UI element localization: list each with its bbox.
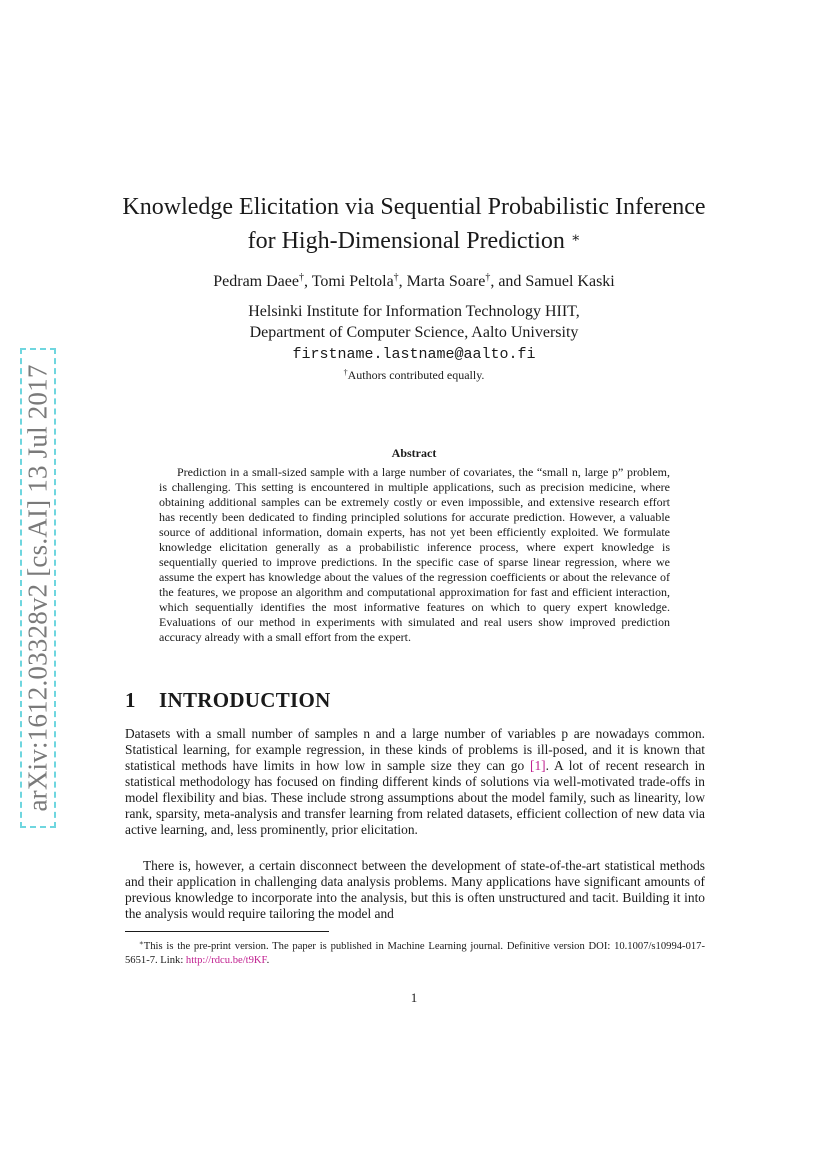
author-email: firstname.lastname@aalto.fi	[292, 346, 536, 363]
arxiv-identifier: arXiv:1612.03328v2 [cs.AI] 13 Jul 2017	[22, 364, 53, 812]
author-list	[100, 268, 728, 292]
affiliation-line-1: Helsinki Institute for Information Technology HIIT,	[248, 303, 580, 320]
equal-contribution-mark: †	[343, 368, 348, 377]
author-mark: †	[485, 272, 491, 283]
title-line-2: for High-Dimensional Prediction	[247, 228, 565, 254]
abstract-heading: Abstract	[391, 446, 437, 460]
footnote-link[interactable]: http://rdcu.be/t9KF	[185, 955, 267, 966]
section-heading	[125, 688, 331, 713]
author-separator: , and	[490, 273, 526, 290]
section-number: 1	[125, 688, 136, 712]
author-mark: †	[298, 272, 304, 283]
section-title: INTRODUCTION	[159, 688, 331, 712]
footnote	[125, 936, 705, 968]
author-separator: ,	[398, 273, 407, 290]
author-name: Tomi Peltola	[311, 273, 394, 290]
paper-title	[100, 192, 728, 257]
affiliation-line-2: Department of Computer Science, Aalto University	[249, 324, 579, 341]
author-separator: ,	[303, 273, 312, 290]
equal-contribution-note	[100, 368, 728, 383]
citation-link[interactable]: [1]	[529, 758, 546, 773]
footnote-text: This is the pre-print version. The paper is published in Machine Learning journal. Definitive version DOI: 10.1007/s10994-017-5651-7. Link:	[125, 941, 705, 966]
equal-contribution-text: Authors contributed equally.	[347, 368, 485, 382]
affiliation	[100, 301, 728, 365]
intro-text: Datasets with a small number of samples n and a large number of variables p are nowadays common. Statistical learning, for example regression, in these kinds of problems is ill-posed, and it is known that statistical methods have limits in how low in sample size they can go	[125, 726, 705, 773]
footnote-end: .	[266, 955, 270, 966]
author-name: Samuel Kaski	[525, 273, 615, 290]
abstract-text: Prediction in a small-sized sample with a large number of covariates, the “small n, large p” problem, is challenging. This setting is encountered in multiple applications, such as precision medicine, where obtaining additional samples can be extremely costly or even impossible, and extensive research effort has recently been dedicated to finding principled solutions for accurate prediction. However, a valuable source of additional information, domain experts, has not yet been efficiently exploited. We formulate knowledge elicitation generally as a probabilistic inference process, where expert knowledge is sequentially queried to improve predictions. In the specific case of sparse linear regression, where we assume the expert has knowledge about the values of the regression coefficients or about the relevance of the features, we propose an algorithm and computational approximation for fast and efficient interaction, which sequentially identifies the most informative features on which to query expert knowledge. Evaluations of our method in experiments with simulated and real users show improved prediction accuracy already with a small effort from the expert.	[159, 465, 670, 644]
author-name: Marta Soare	[406, 273, 486, 290]
page-number: 1	[410, 990, 418, 1005]
author-mark: †	[393, 272, 399, 283]
footnote-divider	[125, 931, 329, 932]
intro-paragraph-2: There is, however, a certain disconnect between the development of state-of-the-art statistical methods and their application in challenging data analysis problems. Many applications have significant amounts of previous knowledge to incorporate into the analysis, but this is often unstructured and tacit. Building it into the analysis would require tailoring the model and	[125, 858, 705, 921]
author-name: Pedram Daee	[213, 273, 299, 290]
title-line-1: Knowledge Elicitation via Sequential Probabilistic Inference	[122, 194, 706, 220]
intro-text: . A lot of recent research in statistical methodology has focused on finding different kinds of solutions via well-motivated trade-offs in model flexibility and bias. These include strong assumptions about the model family, such as linearity, low rank, sparsity, meta-analysis and transfer learning from related datasets, efficient collection of new data via active learning, and, less prominently, prior elicitation.	[125, 758, 705, 837]
intro-paragraph-1	[125, 726, 705, 838]
arxiv-stamp[interactable]	[20, 348, 56, 828]
footnote-marker: ∗	[139, 939, 144, 947]
title-footnote-marker[interactable]: ∗	[570, 231, 581, 246]
